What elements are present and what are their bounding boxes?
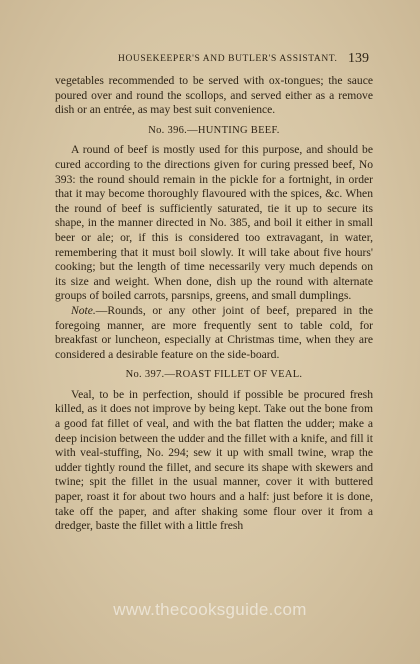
recipe-397-heading — [55, 368, 373, 383]
recipe-396-heading — [55, 124, 373, 139]
recipe-396-number: No. 396.— — [148, 124, 198, 136]
recipe-396-title: HUNTING BEEF. — [197, 124, 280, 136]
watermark: www.thecooksguide.com — [113, 600, 307, 619]
recipe-397-paragraph: Veal, to be in perfection, should if possible be procured fresh killed, as it does not improve by being kept. Take out the bone from a good fat fillet of veal, and with the bat flatten the udder; make a deep incision between the udder and the fillet with a knife, and fill it with veal-stuffing, No. 294; sew it up with small twine, wrap the udder tightly round the fillet, and secure its shape with skewers and twine; spit the fillet in the usual manner, cover it with buttered paper, roast it for about two hours and a half: just before it is done, take off the paper, and after shaking some flour over it from a dredger, baste the fillet with a little fresh — [55, 387, 373, 533]
note-text: —Rounds, or any other joint of beef, prepared in the foregoing manner, are more frequently sent to table cold, for breakfast or luncheon, especially at Christmas time, when they are considered a desirable feature on the side-board. — [55, 303, 373, 361]
note-label: Note. — [71, 303, 96, 317]
page-number: 139 — [348, 51, 369, 66]
note-paragraph — [55, 304, 373, 362]
recipe-397-number: No. 397.— — [125, 369, 176, 381]
page-header — [0, 51, 420, 72]
recipe-397-title: ROAST FILLET OF VEAL. — [175, 369, 303, 381]
recipe-396-paragraph: A round of beef is mostly used for this purpose, and should be cured according to the directions given for curing pressed beef, No 393: the round should remain in the pickle for a fortnight, in order that it may become thoroughly flavoured with the spices, &c. When the round of beef is sufficiently saturated, tie it up to secure its shape, in the manner directed in No. 385, and boil it either in small beer or ale; or, if this is considered too extravagant, in water, remembering that it must boil slowly. It will take about five hours' cooking; but the length of time necessarily very much depends on its size and weight. When done, dish up the round with alternate groups of boiled carrots, parsnips, greens, and small dumplings. — [55, 143, 373, 303]
continuation-paragraph: vegetables recommended to be served with ox-tongues; the sauce poured over and round the scollops, and served either as a remove dish or an entrée, as may best suit convenience. — [55, 74, 373, 117]
running-head: HOUSEKEEPER'S AND BUTLER'S ASSISTANT. — [118, 54, 338, 64]
page-body — [55, 74, 373, 534]
